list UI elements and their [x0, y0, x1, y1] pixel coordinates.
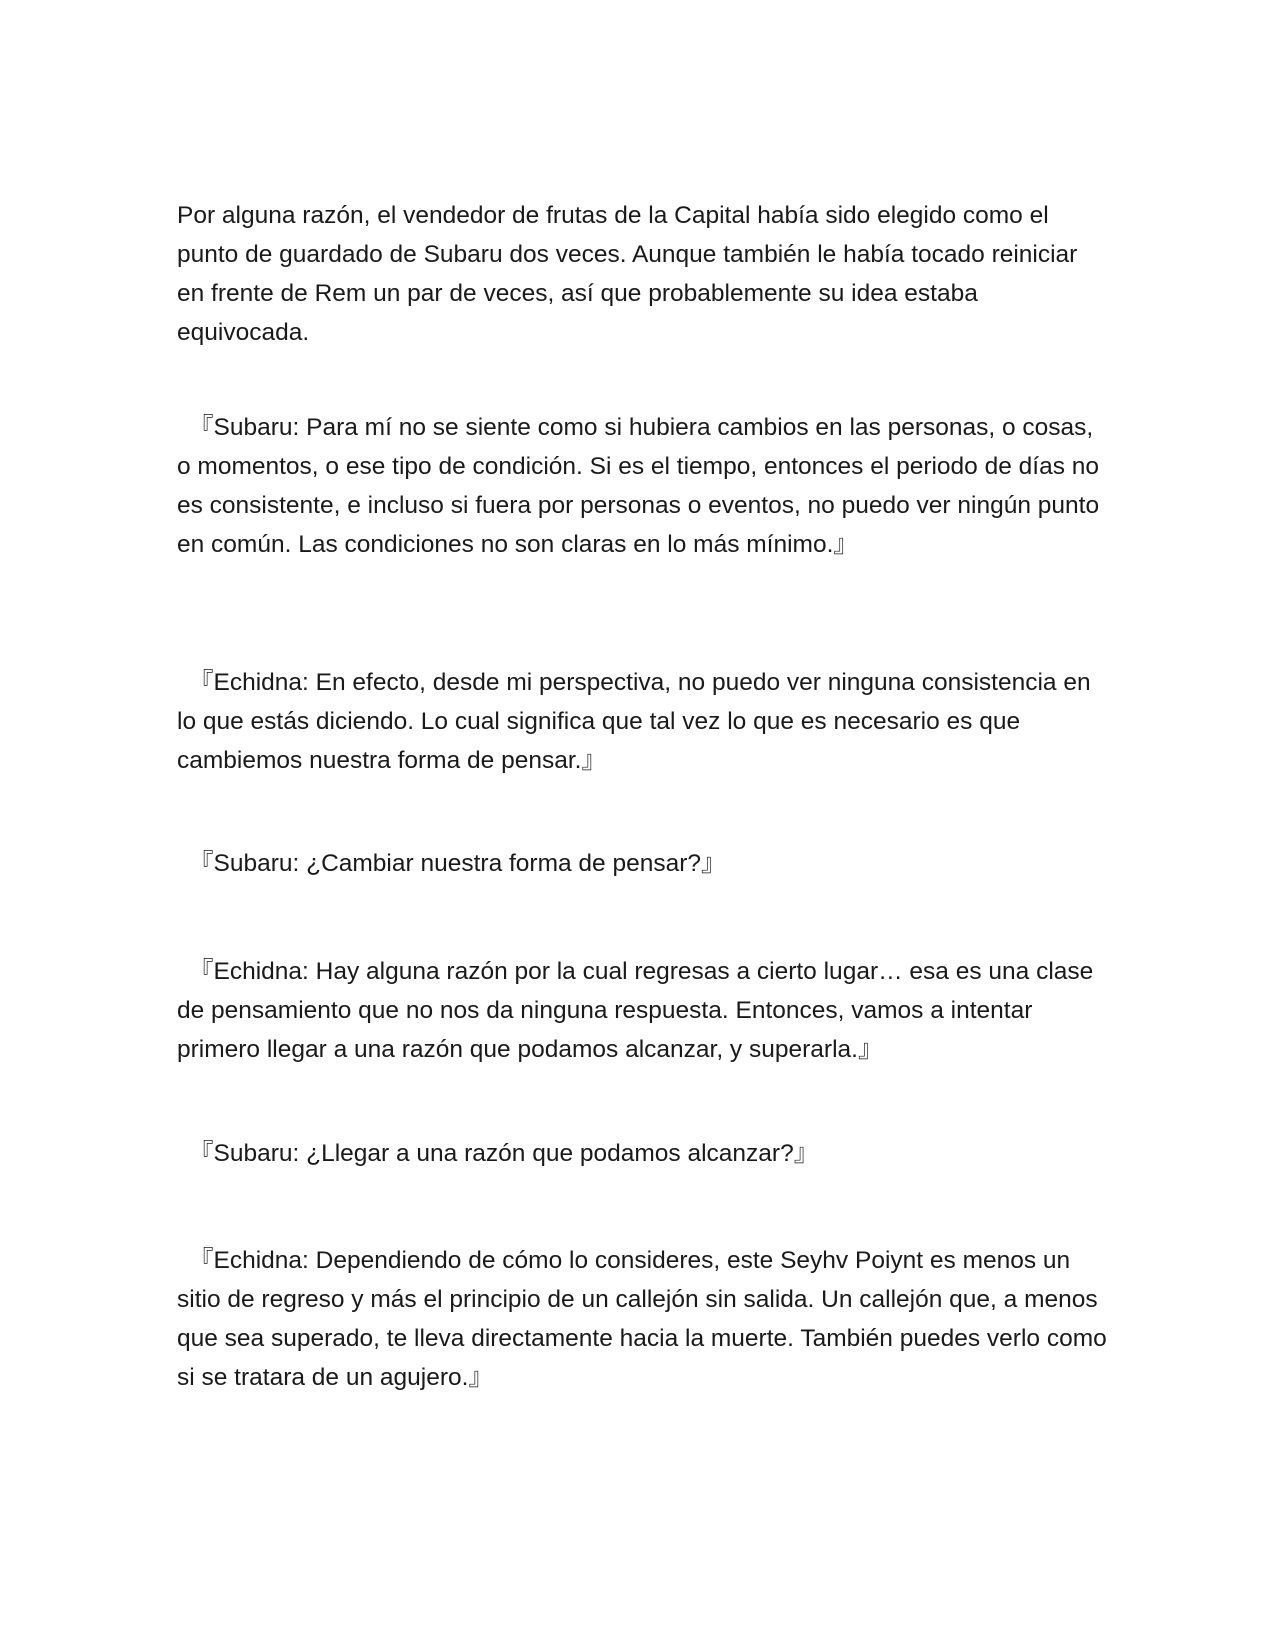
dialogue-echidna-1: 『Echidna: En efecto, desde mi perspectiva, no puedo ver ninguna consistencia en lo que estás diciendo. Lo cual significa que tal vez lo que es necesario es que cambiemos nuestra forma de pensar.』	[177, 669, 1091, 774]
dialogue-subaru-1: 『Subaru: Para mí no se siente como si hubiera cambios en las personas, o cosas, o momentos, o ese tipo de condición. Si es el tiempo, entonces el periodo de días no es consistente, e incluso si fuera por personas o eventos, no puedo ver ningún punto en común. Las condiciones no son claras en lo más mínimo.』	[177, 414, 1100, 558]
narration-paragraph: Por alguna razón, el vendedor de frutas de la Capital había sido elegido como el punto de guardado de Subaru dos veces. Aunque también le había tocado reiniciar en frente de Rem un par de veces, así que probablemente su idea estaba equivocada.	[177, 202, 1078, 346]
dialogue-subaru-3: 『Subaru: ¿Llegar a una razón que podamos alcanzar?』	[189, 1140, 819, 1167]
dialogue-subaru-2: 『Subaru: ¿Cambiar nuestra forma de pensar?』	[189, 850, 726, 877]
dialogue-echidna-3: 『Echidna: Dependiendo de cómo lo consideres, este Seyhv Poiynt es menos un sitio de regreso y más el principio de un callejón sin salida. Un callejón que, a menos que sea superado, te lleva directamente hacia la muerte. También puedes verlo como si se tratara de un agujero.』	[177, 1247, 1107, 1391]
dialogue-echidna-2: 『Echidna: Hay alguna razón por la cual regresas a cierto lugar… esa es una clase de pensamiento que no nos da ninguna respuesta. Entonces, vamos a intentar primero llegar a una razón que podamos alcanzar, y superarla.』	[177, 958, 1094, 1063]
